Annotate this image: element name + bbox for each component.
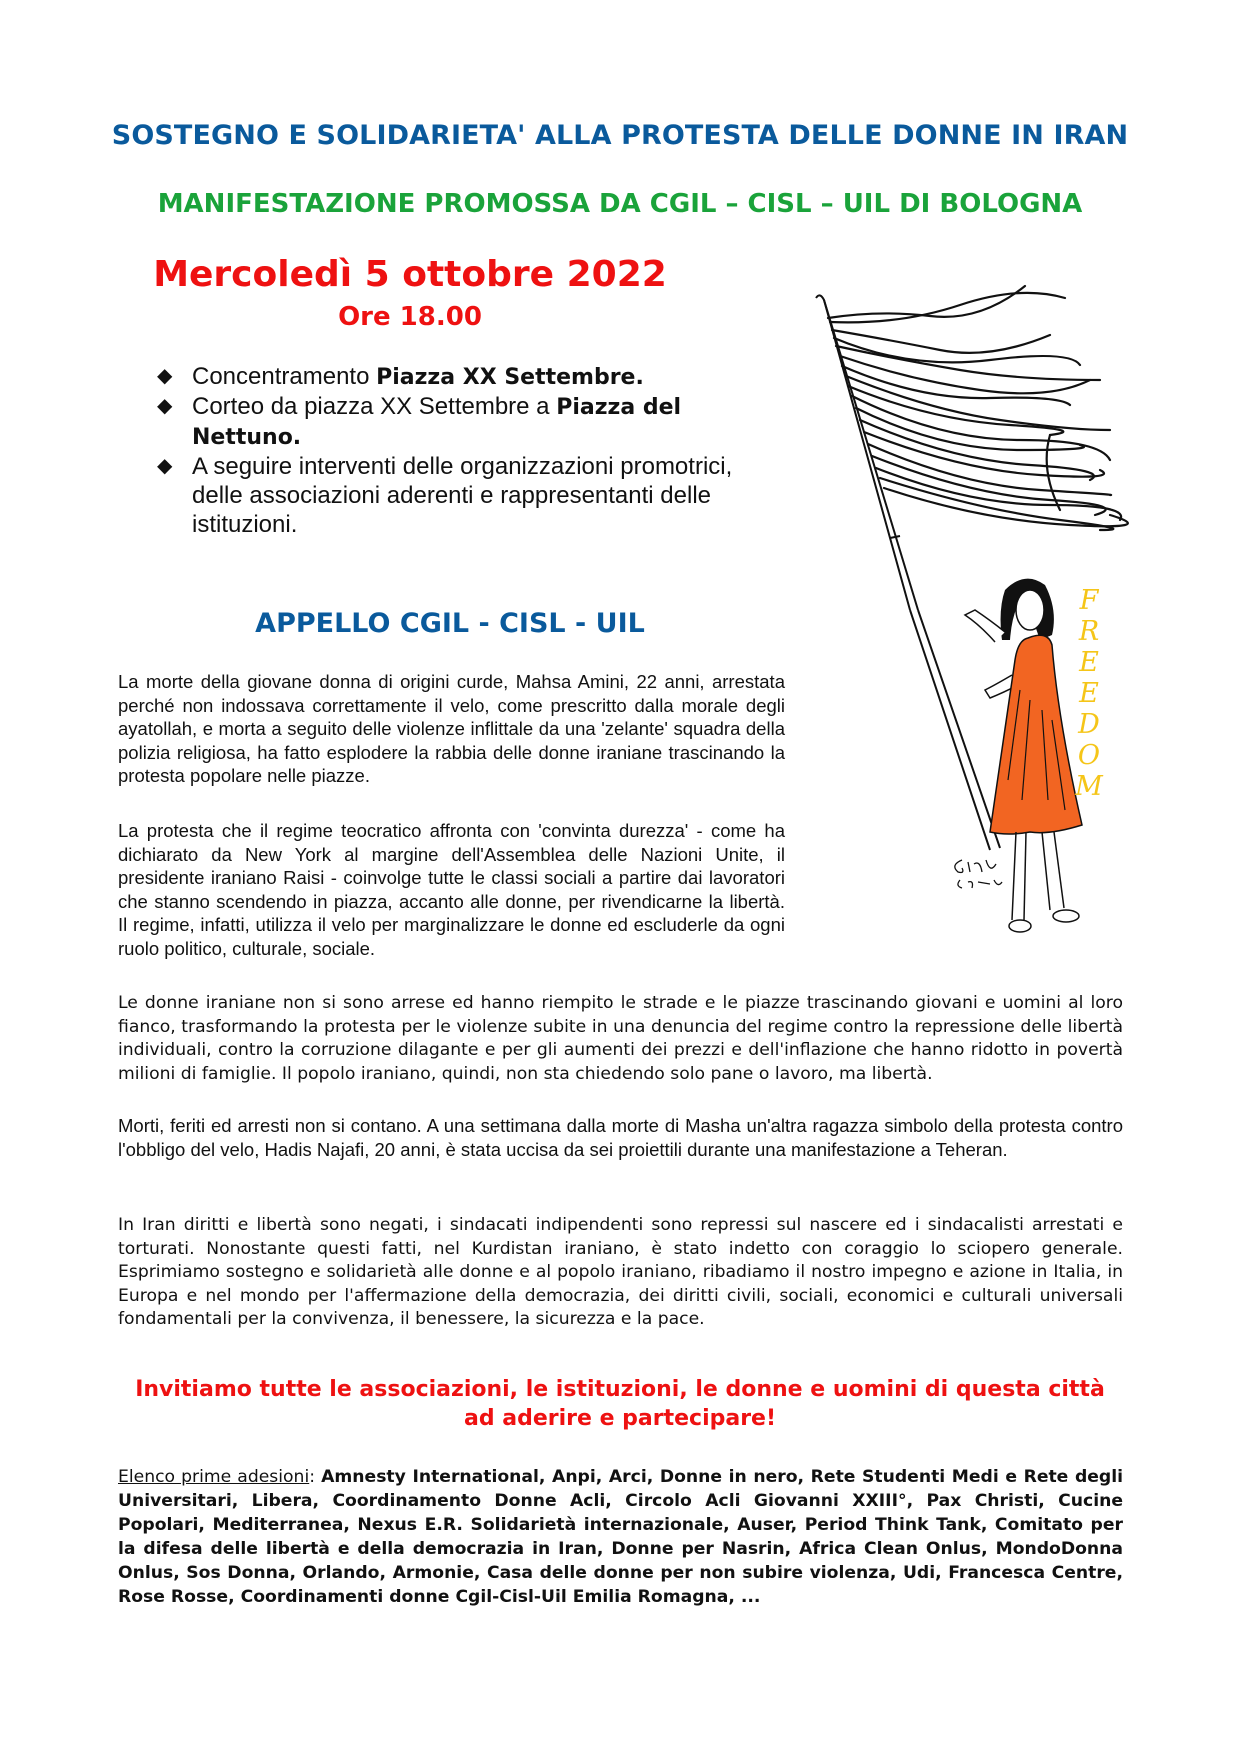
page-title: SOSTEGNO E SOLIDARIETA' ALLA PROTESTA DELLE DONNE IN IRAN xyxy=(111,120,1129,151)
event-details-list xyxy=(155,362,770,539)
girl-figure xyxy=(965,579,1082,932)
call-to-action: Invitiamo tutte le associazioni, le istituzioni, le donne e uomini di questa città ad aderire e partecipare! xyxy=(135,1377,1105,1431)
flag-strands xyxy=(828,286,1128,530)
flag-pole xyxy=(816,295,1000,850)
appeal-paragraph: La protesta che il regime teocratico affronta con 'convinta durezza' - come ha dichiarato da New York al margine dell'Assemblea delle Nazioni Unite, il presidente iraniano Raisi - coinvolge tutte le classi sociali a partire dai lavoratori che stanno scendendo in piazza, accanto alle donne, per rivendicarne la libertà. Il regime, infatti, utilizza il velo per marginalizzare le donne ed escluderle da ogni ruolo politico, culturale, sociale. xyxy=(118,820,785,959)
adhesions-list: Elenco prime adesioni: Amnesty International, Anpi, Arci, Donne in nero, Rete Studenti Medi e Rete degli Universitari, Libera, Coordinamento Donne Acli, Circolo Acli Giovanni XXIII°, Pax Christi, Cucine Popolari, Mediterranea, Nexus E.R. Solidarietà internazionale, Auser, Period Think Tank, Comitato per la difesa delle libertà e della democrazia in Iran, Donne per Nasrin, Africa Clean Onlus, MondoDonna Onlus, Sos Donna, Orlando, Armonie, Casa delle donne per non subire violenza, Udi, Francesca Centre, Rose Rosse, Coordinamenti donne Cgil-Cisl-Uil Emilia Romagna, ... xyxy=(118,1467,1123,1607)
diamond-bullet-icon: ◆ xyxy=(157,365,173,387)
event-detail-item: ◆ Corteo da piazza XX Settembre a Piazza del Nettuno. xyxy=(157,393,682,450)
left-sandal xyxy=(1009,920,1031,932)
appeal-paragraph: Le donne iraniane non si sono arrese ed hanno riempito le strade e le piazze trascinando giovani e uomini al loro fianco, trasformando la protesta per le violenze subite in una denuncia del regime contro la repressione delle libertà individuali, contro la corruzione dilagante e per gli aumenti dei prezzi e dell'inflazione che hanno ridotto in povertà milioni di famiglie. Il popolo iraniano, quindi, non sta chiedendo solo pane o lavoro, ma libertà. xyxy=(118,993,1123,1084)
appeal-heading: APPELLO CGIL - CISL - UIL xyxy=(255,608,645,639)
freedom-lettering: FREEDOM xyxy=(1075,585,1103,802)
face xyxy=(1016,590,1044,630)
adhesions-names: Amnesty International, Anpi, Arci, Donne in nero, Rete Studenti Medi e Rete degli Universitari, Libera, Coordinamento Donne Acli, Circolo Acli Giovanni XXIII°, Pax Christi, Cucine Popolari, Mediterranea, Nexus E.R. Solidarietà internazionale, Auser, Period Think Tank, Comitato per la difesa delle libertà e della democrazia in Iran, Donne per Nasrin, Africa Clean Onlus, MondoDonna Onlus, Sos Donna, Orlando, Armonie, Casa delle donne per non subire violenza, Udi, Francesca Centre, Rose Rosse, Coordinamenti donne Cgil-Cisl-Uil Emilia Romagna, ... xyxy=(118,1467,1123,1607)
event-detail-item: ◆ Concentramento Piazza XX Settembre. xyxy=(157,363,644,390)
dress xyxy=(990,635,1082,834)
event-detail-item: ◆ A seguire interventi delle organizzazioni promotrici, delle associazioni aderenti e rappresentanti delle istituzioni. xyxy=(157,453,733,538)
left-arm xyxy=(965,610,1005,642)
artist-signature xyxy=(955,860,1002,888)
diamond-bullet-icon: ◆ xyxy=(157,455,173,477)
event-time: Ore 18.00 xyxy=(338,302,482,332)
diamond-bullet-icon: ◆ xyxy=(157,395,173,417)
appeal-paragraph: Morti, feriti ed arresti non si contano. A una settimana dalla morte di Masha un'altra ragazza simbolo della protesta contro l'obbligo del velo, Hadis Najafi, 20 anni, è stata uccisa da sei proiettili durante una manifestazione a Teheran. xyxy=(118,1115,1123,1160)
event-date: Mercoledì 5 ottobre 2022 xyxy=(153,254,667,295)
adhesions-label: Elenco prime adesioni xyxy=(118,1467,310,1487)
page-subtitle: MANIFESTAZIONE PROMOSSA DA CGIL – CISL – UIL DI BOLOGNA xyxy=(157,189,1083,219)
appeal-paragraph: In Iran diritti e libertà sono negati, i sindacati indipendenti sono repressi sul nascere ed i sindacalisti arrestati e torturati. Nonostante questi fatti, nel Kurdistan iraniano, è stato indetto con coraggio lo sciopero generale. Esprimiamo sostegno e solidarietà alle donne e al popolo iraniano, ribadiamo il nostro impegno e azione in Italia, in Europa e nel mondo per l'affermazione della democrazia, dei diritti civili, sociali, economici e culturali universali fondamentali per la convivenza, il benessere, la sicurezza e la pace. xyxy=(118,1215,1123,1329)
appeal-paragraph: La morte della giovane donna di origini curde, Mahsa Amini, 22 anni, arrestata perché non indossava correttamente il velo, come prescritto dalla morale degli ayatollah, e morta a seguito delle violenze inflittale da una 'zelante' squadra della polizia religiosa, ha fatto esplodere la rabbia delle donne iraniane trascinando la protesta popolare nelle piazze. xyxy=(118,671,785,786)
right-sandal xyxy=(1053,910,1079,922)
legs xyxy=(1012,832,1064,920)
